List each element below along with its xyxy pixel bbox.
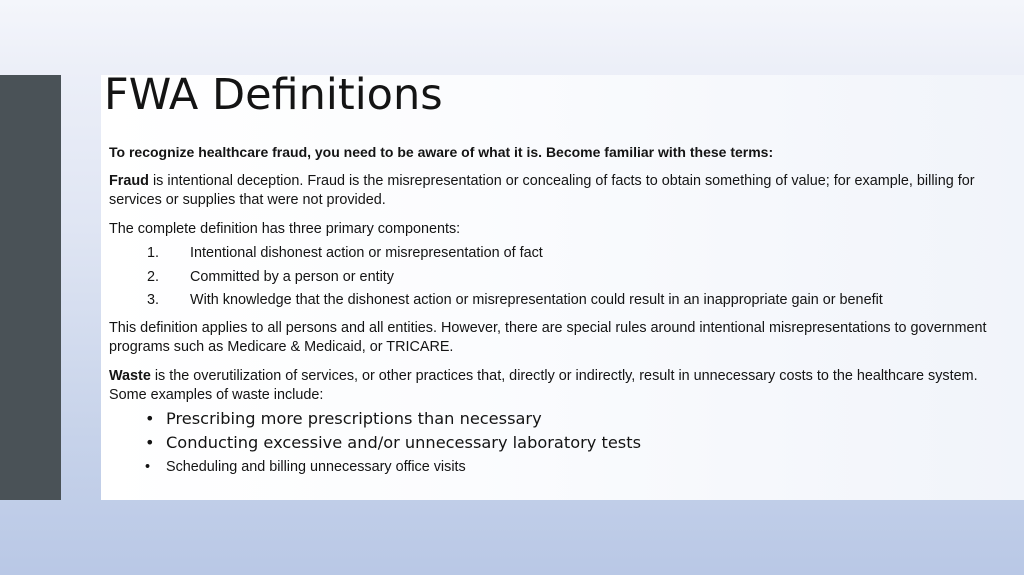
intro-text: To recognize healthcare fraud, you need to be aware of what it is. Become familiar with these terms: xyxy=(109,144,774,160)
waste-definition: is the overutilization of services, or other practices that, directly or indirectly, result in unnecessary costs to the healthcare system. Some examples of waste include: xyxy=(109,367,978,403)
bullet-icon: • xyxy=(145,408,155,428)
list-number: 1. xyxy=(147,245,160,261)
waste-definition-paragraph xyxy=(109,367,1009,405)
slide-title: FWA Definitions xyxy=(104,70,443,120)
fraud-term: Fraud xyxy=(109,173,149,189)
slide-body xyxy=(109,141,1009,479)
components-list xyxy=(109,242,1009,313)
list-item xyxy=(109,242,1009,266)
list-number: 3. xyxy=(147,292,160,308)
list-item-text: Conducting excessive and/or unnecessary laboratory tests xyxy=(166,432,642,452)
fraud-definition: is intentional deception. Fraud is the misrepresentation or concealing of facts to obtain something of value; for example, billing for services or supplies that were not provided. xyxy=(109,173,975,208)
waste-examples-list xyxy=(109,407,1009,479)
list-item xyxy=(109,266,1009,290)
applies-paragraph: This definition applies to all persons and all entities. However, there are special rules around intentional misrepresentations to government programs such as Medicare & Medicaid, or TRICARE. xyxy=(109,319,987,355)
list-item xyxy=(109,431,1009,455)
list-item-text: Prescribing more prescriptions than necessary xyxy=(166,408,542,428)
waste-term: Waste xyxy=(109,367,151,384)
list-item xyxy=(109,455,1009,479)
list-number: 2. xyxy=(147,268,160,285)
list-item xyxy=(109,289,1009,313)
list-item-text: Intentional dishonest action or misrepresentation of fact xyxy=(190,245,543,261)
decorative-side-bar xyxy=(0,75,61,500)
fraud-definition-paragraph xyxy=(109,172,1009,210)
list-item-text: Scheduling and billing unnecessary office visits xyxy=(166,458,466,475)
list-item-text: With knowledge that the dishonest action or misrepresentation could result in an inappropriate gain or benefit xyxy=(190,292,883,308)
bullet-icon: • xyxy=(145,458,151,475)
list-item xyxy=(109,407,1009,431)
bullet-icon: • xyxy=(145,432,155,452)
components-intro: The complete definition has three primary components: xyxy=(109,221,461,237)
list-item-text: Committed by a person or entity xyxy=(190,268,394,285)
